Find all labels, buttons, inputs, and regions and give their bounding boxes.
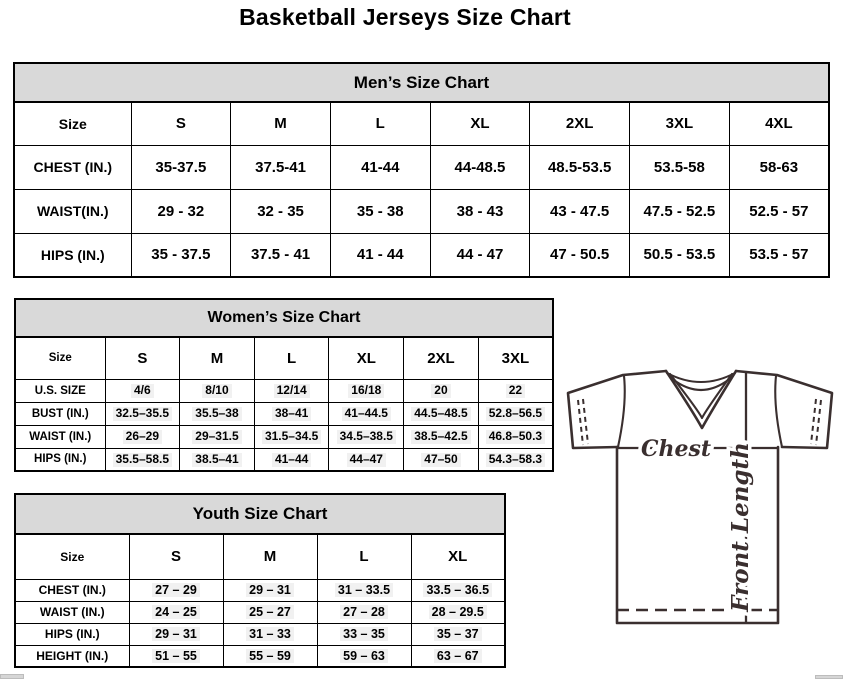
cell-value: 44–47 [347, 453, 386, 467]
table-cell [105, 402, 180, 425]
column-header: L [254, 337, 329, 379]
table-row [15, 579, 505, 601]
cell-value: 38.5–41 [192, 453, 241, 467]
column-header: M [223, 534, 317, 579]
mens-size-chart-section [13, 62, 830, 278]
cell-value: 29–31.5 [192, 430, 241, 444]
column-header: 4XL [729, 102, 829, 145]
cell-value: 29 – 31 [152, 627, 200, 641]
column-header: 3XL [630, 102, 730, 145]
cell-value: 35 - 37.5 [151, 246, 211, 264]
row-label: HIPS (IN.) [15, 623, 129, 645]
cell-value: 33 – 35 [340, 627, 388, 641]
table-cell [131, 145, 231, 189]
row-label: CHEST (IN.) [14, 145, 131, 189]
table-cell [530, 233, 630, 277]
table-cell [430, 145, 530, 189]
table-cell [330, 233, 430, 277]
column-header: Size [15, 337, 105, 379]
jersey-measurement-diagram [556, 360, 843, 660]
cell-value: 31 – 33.5 [335, 583, 393, 597]
cell-value: 27 – 29 [152, 583, 200, 597]
cell-value: 25 – 27 [246, 605, 294, 619]
table-cell [231, 145, 331, 189]
table-cell [404, 402, 479, 425]
mens-size-table [13, 101, 830, 278]
cell-value: 37.5 - 41 [250, 246, 311, 264]
table-cell [411, 601, 505, 623]
table-cell [223, 601, 317, 623]
jersey-collar-back-arc-1 [667, 373, 735, 382]
table-cell [317, 579, 411, 601]
table-row [15, 402, 553, 425]
column-header: S [129, 534, 223, 579]
column-header: XL [329, 337, 404, 379]
row-label: BUST (IN.) [15, 402, 105, 425]
table-cell [404, 425, 479, 448]
womens-size-chart-section [14, 298, 554, 472]
table-cell [729, 189, 829, 233]
table-row [15, 645, 505, 667]
table-cell [180, 379, 255, 402]
cell-value: 32 - 35 [257, 202, 304, 220]
cell-value: 47–50 [421, 453, 460, 467]
header-row [15, 534, 505, 579]
row-label: HIPS (IN.) [15, 448, 105, 471]
page-title: Basketball Jerseys Size Chart [239, 4, 571, 30]
cell-value: 41–44.5 [342, 407, 391, 421]
jersey-diagram-svg [556, 360, 843, 660]
row-label: HIPS (IN.) [14, 233, 131, 277]
cell-value: 54.3–58.3 [486, 453, 545, 467]
cell-value: 58-63 [759, 158, 799, 176]
cell-value: 27 – 28 [340, 605, 388, 619]
jersey-collar-v-inner [670, 374, 732, 418]
table-cell [180, 425, 255, 448]
table-cell [329, 402, 404, 425]
cell-value: 32.5–35.5 [113, 407, 172, 421]
cell-value: 41–44 [272, 453, 311, 467]
table-cell [129, 645, 223, 667]
table-cell [180, 402, 255, 425]
cell-value: 53.5-58 [653, 158, 705, 176]
column-header: M [231, 102, 331, 145]
table-cell [231, 189, 331, 233]
table-cell [329, 425, 404, 448]
cell-value: 29 - 32 [157, 202, 205, 220]
table-cell [630, 233, 730, 277]
column-header: S [131, 102, 231, 145]
cell-value: 44 - 47 [456, 246, 504, 264]
table-cell [729, 145, 829, 189]
row-label: WAIST(IN.) [14, 189, 131, 233]
cell-value: 50.5 - 53.5 [643, 246, 716, 264]
cell-value: 41-44 [361, 158, 400, 176]
cell-value: 44-48.5 [454, 158, 506, 176]
cell-value: 33.5 – 36.5 [423, 583, 492, 597]
horizontal-scrollbar-fragment[interactable] [0, 674, 24, 679]
cell-value: 38–41 [272, 407, 311, 421]
table-cell [131, 189, 231, 233]
cell-value: 26–29 [123, 430, 162, 444]
cell-value: 20 [431, 384, 450, 398]
womens-chart-title: Women’s Size Chart [14, 298, 554, 338]
table-cell [129, 623, 223, 645]
column-header: S [105, 337, 180, 379]
row-label: HEIGHT (IN.) [15, 645, 129, 667]
table-cell [630, 145, 730, 189]
table-cell [430, 233, 530, 277]
column-header: Size [14, 102, 131, 145]
table-cell [223, 579, 317, 601]
cell-value: 28 – 29.5 [429, 605, 487, 619]
cell-value: 51 – 55 [152, 649, 200, 663]
vertical-scrollbar-fragment[interactable] [815, 675, 843, 679]
table-row [14, 233, 829, 277]
cell-value: 59 – 63 [340, 649, 388, 663]
table-cell [404, 448, 479, 471]
table-row [15, 379, 553, 402]
cell-value: 48.5-53.5 [547, 158, 612, 176]
jersey-right-cuff-dash-2 [811, 399, 816, 444]
table-cell [129, 579, 223, 601]
table-row [15, 601, 505, 623]
table-row [15, 448, 553, 471]
table-cell [411, 623, 505, 645]
table-cell [530, 189, 630, 233]
column-header: L [317, 534, 411, 579]
cell-value: 22 [506, 384, 525, 398]
cell-value: 8/10 [202, 384, 231, 398]
cell-value: 52.5 - 57 [749, 202, 809, 220]
youth-size-table [14, 533, 506, 668]
cell-value: 4/6 [131, 384, 154, 398]
table-cell [223, 645, 317, 667]
cell-value: 63 – 67 [434, 649, 482, 663]
table-cell [630, 189, 730, 233]
table-cell [430, 189, 530, 233]
table-cell [478, 425, 553, 448]
jersey-collar-v-outer [666, 371, 736, 428]
table-cell [411, 579, 505, 601]
column-header: XL [430, 102, 530, 145]
cell-value: 52.8–56.5 [486, 407, 545, 421]
table-cell [329, 448, 404, 471]
table-cell [254, 379, 329, 402]
jersey-left-armhole-seam [618, 376, 625, 447]
cell-value: 16/18 [348, 384, 384, 398]
table-cell [105, 425, 180, 448]
table-cell [729, 233, 829, 277]
table-cell [223, 623, 317, 645]
row-label: WAIST (IN.) [15, 425, 105, 448]
table-cell [404, 379, 479, 402]
cell-value: 47.5 - 52.5 [643, 202, 716, 220]
table-cell [330, 189, 430, 233]
jersey-right-armhole-seam [775, 376, 782, 447]
cell-value: 34.5–38.5 [337, 430, 396, 444]
cell-value: 43 - 47.5 [550, 202, 610, 220]
row-label: CHEST (IN.) [15, 579, 129, 601]
table-row [15, 623, 505, 645]
table-cell [530, 145, 630, 189]
mens-chart-title: Men’s Size Chart [13, 62, 830, 103]
cell-value: 35-37.5 [155, 158, 207, 176]
header-row [15, 337, 553, 379]
womens-size-table [14, 336, 554, 472]
table-cell [231, 233, 331, 277]
cell-value: 38.5–42.5 [411, 430, 470, 444]
cell-value: 41 - 44 [356, 246, 404, 264]
cell-value: 55 – 59 [246, 649, 294, 663]
table-cell [478, 448, 553, 471]
row-label: U.S. SIZE [15, 379, 105, 402]
table-cell [317, 601, 411, 623]
table-cell [478, 379, 553, 402]
table-cell [131, 233, 231, 277]
cell-value: 31.5–34.5 [262, 430, 321, 444]
header-row [14, 102, 829, 145]
table-cell [105, 379, 180, 402]
column-header: Size [15, 534, 129, 579]
jersey-right-cuff-dash-1 [816, 400, 821, 445]
cell-value: 24 – 25 [152, 605, 200, 619]
table-cell [317, 623, 411, 645]
column-header: 2XL [404, 337, 479, 379]
table-row [15, 425, 553, 448]
jersey-left-cuff-dash-2 [583, 399, 588, 444]
table-cell [254, 402, 329, 425]
table-cell [129, 601, 223, 623]
table-cell [180, 448, 255, 471]
cell-value: 12/14 [274, 384, 310, 398]
cell-value: 37.5-41 [255, 158, 306, 176]
column-header: 2XL [530, 102, 630, 145]
table-cell [411, 645, 505, 667]
table-cell [330, 145, 430, 189]
column-header: XL [411, 534, 505, 579]
chest-label: Chest [640, 436, 712, 462]
cell-value: 29 – 31 [246, 583, 294, 597]
cell-value: 31 – 33 [246, 627, 294, 641]
cell-value: 53.5 - 57 [749, 246, 809, 264]
youth-chart-title: Youth Size Chart [14, 493, 506, 535]
cell-value: 35.5–58.5 [113, 453, 172, 467]
cell-value: 35.5–38 [192, 407, 241, 421]
table-cell [254, 425, 329, 448]
table-cell [329, 379, 404, 402]
row-label: WAIST (IN.) [15, 601, 129, 623]
cell-value: 47 - 50.5 [550, 246, 610, 264]
cell-value: 46.8–50.3 [486, 430, 545, 444]
column-header: L [330, 102, 430, 145]
column-header: M [180, 337, 255, 379]
column-header: 3XL [478, 337, 553, 379]
table-cell [105, 448, 180, 471]
jersey-left-cuff-dash-1 [578, 400, 583, 445]
table-cell [478, 402, 553, 425]
cell-value: 44.5–48.5 [411, 407, 470, 421]
cell-value: 38 - 43 [456, 202, 504, 220]
table-cell [317, 645, 411, 667]
cell-value: 35 - 38 [356, 202, 404, 220]
table-row [14, 145, 829, 189]
cell-value: 35 – 37 [434, 627, 482, 641]
table-row [14, 189, 829, 233]
table-cell [254, 448, 329, 471]
youth-size-chart-section [14, 493, 506, 668]
front-length-label: Front Length [727, 442, 754, 612]
